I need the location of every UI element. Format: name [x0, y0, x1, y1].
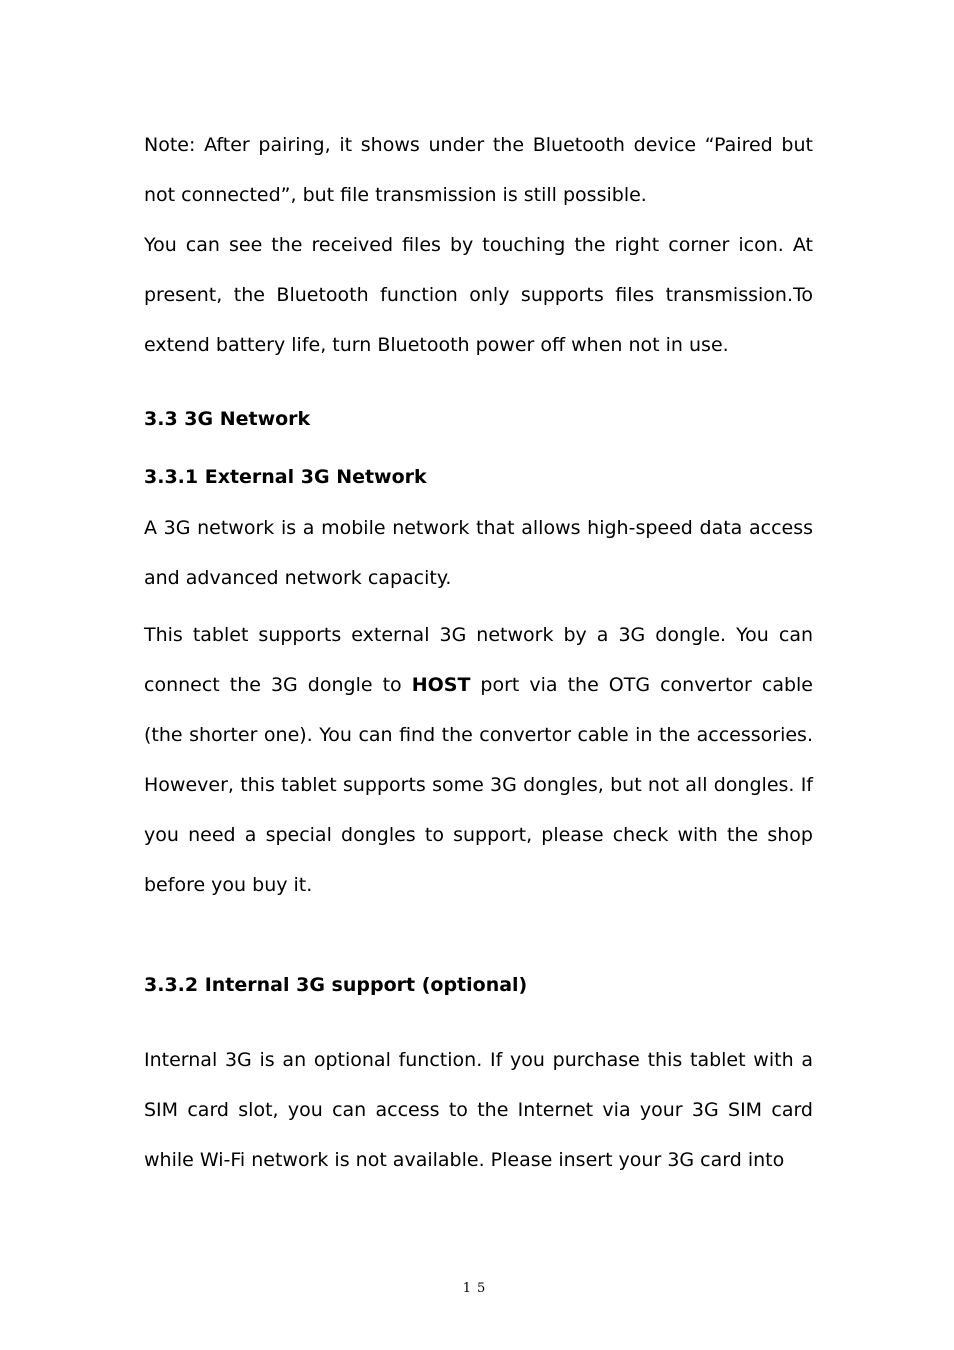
host-port-label: HOST: [411, 674, 471, 696]
external-3g-support-paragraph: [144, 610, 813, 910]
section-heading-3-3-2: 3.3.2 Internal 3G support (optional): [144, 974, 528, 996]
section-heading-3-3-1: 3.3.1 External 3G Network: [144, 466, 427, 488]
support-text-part1: This tablet supports external 3G network by a 3G dongle. You can connect the 3G dongle to: [144, 624, 813, 696]
document-page: [144, 120, 813, 1185]
page-number: 15: [462, 1281, 492, 1296]
support-text-part2: port via the OTG convertor cable (the shorter one). You can find the convertor cable in the accessories. However, this tablet supports some 3G dongles, but not all dongles. If you need a special dongles to support, please check with the shop before you buy it.: [144, 674, 813, 896]
received-files-paragraph: You can see the received files by touching the right corner icon. At present, the Bluetooth function only supports files transmission.To extend battery life, turn Bluetooth power off when not in use.: [144, 234, 813, 356]
section-heading-3-3: 3.3 3G Network: [144, 408, 311, 430]
note-paragraph: Note: After pairing, it shows under the Bluetooth device “Paired but not connected”, but file transmission is still possible.: [144, 134, 813, 206]
3g-description-paragraph: A 3G network is a mobile network that allows high-speed data access and advanced network capacity.: [144, 517, 813, 589]
internal-3g-paragraph: Internal 3G is an optional function. If you purchase this tablet with a SIM card slot, you can access to the Internet via your 3G SIM card while Wi-Fi network is not available. Please insert your 3G card into: [144, 1049, 813, 1171]
